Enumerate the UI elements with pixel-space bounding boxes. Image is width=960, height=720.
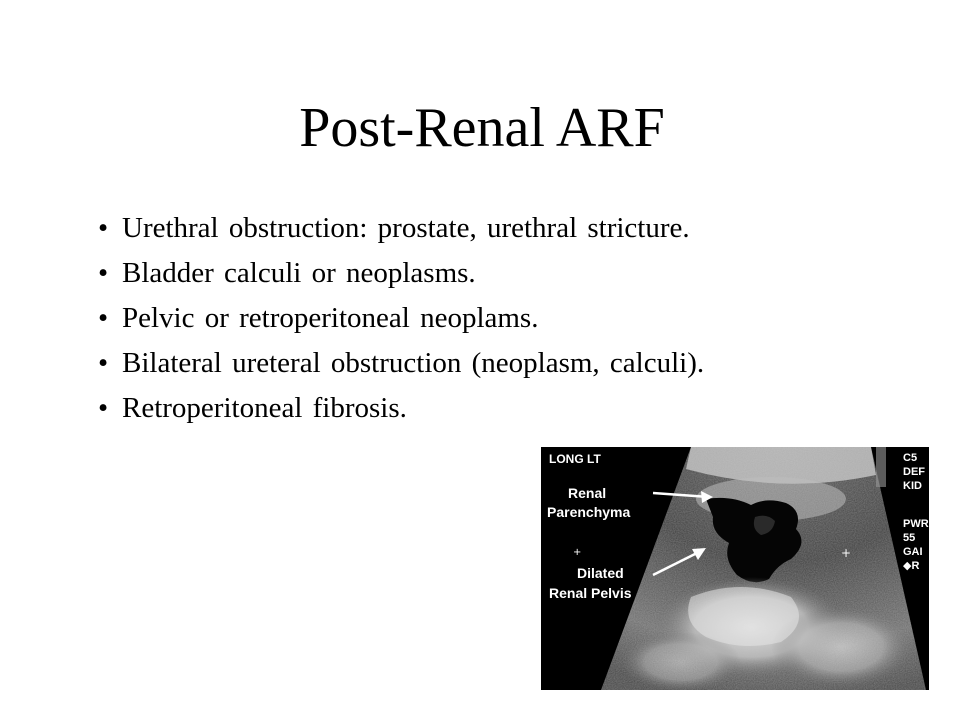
bullet-text: Pelvic or retroperitoneal neoplams. bbox=[122, 302, 539, 334]
bullet-list bbox=[74, 206, 714, 431]
bullet-text: Retroperitoneal fibrosis. bbox=[122, 392, 407, 424]
slide-title-text: Post-Renal ARF bbox=[299, 97, 665, 159]
ultrasound-image bbox=[541, 447, 929, 690]
annotation-label: Renal Pelvis bbox=[549, 585, 632, 601]
readout-line: DEF bbox=[903, 466, 925, 478]
readout-line: GAI bbox=[903, 546, 923, 558]
readout-line: C5 bbox=[903, 452, 918, 464]
bullet-text: Urethral obstruction: prostate, urethral stricture. bbox=[122, 212, 690, 244]
side-readout bbox=[903, 452, 929, 572]
bullet-item bbox=[74, 386, 714, 431]
caliper-marker: + bbox=[841, 546, 852, 560]
annotation-label: Dilated bbox=[577, 565, 624, 581]
bullet-icon: • bbox=[98, 257, 109, 289]
bullet-item bbox=[74, 206, 714, 251]
edge-artifact bbox=[876, 447, 886, 487]
readout-line: KID bbox=[903, 480, 922, 492]
bullet-icon: • bbox=[98, 212, 109, 244]
scan-header-label: LONG LT bbox=[549, 452, 601, 466]
annotation-label: Renal bbox=[568, 485, 607, 501]
readout-line: PWR bbox=[903, 518, 929, 530]
bullet-item bbox=[74, 251, 714, 296]
readout-line: 55 bbox=[903, 532, 916, 544]
ultrasound-scan bbox=[541, 447, 929, 690]
annotation-label: Parenchyma bbox=[547, 504, 631, 520]
slide-title bbox=[0, 92, 960, 164]
bullet-icon: • bbox=[98, 347, 109, 379]
bullet-item bbox=[74, 296, 714, 341]
readout-line: ◆R bbox=[903, 560, 920, 572]
bullet-text: Bladder calculi or neoplasms. bbox=[122, 257, 476, 289]
bullet-text: Bilateral ureteral obstruction (neoplasm, calculi). bbox=[122, 347, 705, 379]
caliper-marker: + bbox=[573, 547, 582, 558]
bullet-item bbox=[74, 341, 714, 386]
bullet-icon: • bbox=[98, 392, 109, 424]
bullet-icon: • bbox=[98, 302, 109, 334]
